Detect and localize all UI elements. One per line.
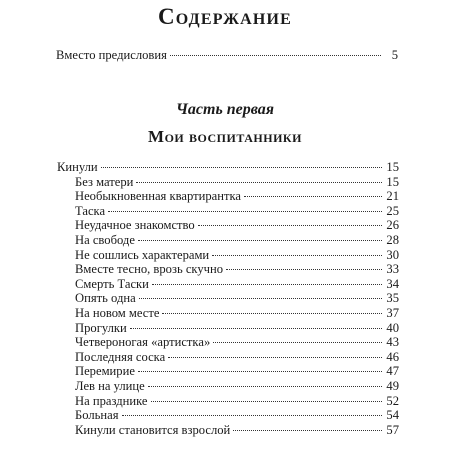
- toc-entry[interactable]: [57, 423, 399, 438]
- toc-entry-title: Опять одна: [75, 291, 136, 306]
- toc-entry[interactable]: [57, 394, 399, 409]
- toc-entry-title: Кинули становится взрослой: [75, 422, 231, 437]
- dot-leader: [101, 167, 382, 168]
- toc-entry-title: Смерть Таски: [75, 276, 149, 291]
- dot-leader: [168, 357, 382, 358]
- dot-leader: [138, 371, 382, 372]
- toc-entry[interactable]: [57, 321, 399, 336]
- toc-entry-title: Вместо предисловия: [56, 48, 167, 62]
- toc-page-number: 46: [386, 349, 399, 364]
- toc-entry-preface[interactable]: [56, 48, 398, 63]
- toc-entry[interactable]: [57, 379, 399, 394]
- dot-leader: [151, 401, 383, 402]
- toc-page-number: 47: [386, 364, 399, 379]
- toc-page-number: 52: [386, 393, 399, 408]
- dot-leader: [226, 269, 382, 270]
- dot-leader: [148, 386, 382, 387]
- toc-page-number: 15: [386, 160, 399, 174]
- toc-entry-title: На новом месте: [75, 305, 160, 320]
- dot-leader: [138, 240, 382, 241]
- toc-entry[interactable]: [57, 204, 399, 219]
- dot-leader: [122, 415, 382, 416]
- toc-page-number: 40: [386, 320, 399, 335]
- part-label: Часть первая: [175, 101, 275, 118]
- dot-leader: [108, 211, 382, 212]
- dot-leader: [213, 342, 382, 343]
- toc-entry-title: Последняя соска: [75, 349, 166, 364]
- toc-entry-title: Не сошлись характерами: [75, 247, 210, 262]
- part-title: Мои воспитанники: [148, 127, 302, 146]
- dot-leader: [198, 225, 382, 226]
- toc-entry[interactable]: [57, 335, 399, 350]
- toc-page-number: 33: [386, 262, 399, 277]
- toc-entry[interactable]: [57, 248, 399, 263]
- toc-entry-title: Прогулки: [75, 320, 127, 335]
- dot-leader: [162, 313, 382, 314]
- dot-leader: [233, 430, 382, 431]
- toc-page-number: 57: [386, 422, 399, 437]
- toc-entry[interactable]: [57, 306, 399, 321]
- toc-list: [57, 160, 399, 437]
- toc-entry-title: Без матери: [75, 174, 134, 189]
- dot-leader: [152, 284, 382, 285]
- toc-entry-title: Необыкновенная квартирантка: [75, 189, 241, 204]
- toc-entry-title: Лев на улице: [75, 378, 145, 393]
- toc-page-number: 37: [386, 305, 399, 320]
- toc-entry-title: Неудачное знакомство: [75, 218, 195, 233]
- toc-page-number: 21: [386, 189, 399, 204]
- toc-entry[interactable]: [57, 277, 399, 292]
- dot-leader: [244, 196, 382, 197]
- dot-leader: [170, 55, 381, 56]
- toc-page-number: 26: [386, 218, 399, 233]
- toc-page-number: 35: [386, 291, 399, 306]
- toc-entry[interactable]: [57, 233, 399, 248]
- toc-entry-title: На свободе: [75, 232, 135, 247]
- dot-leader: [136, 182, 382, 183]
- toc-page-number: 28: [386, 232, 399, 247]
- toc-entry-title: Четвероногая «артистка»: [75, 335, 211, 350]
- dot-leader: [212, 255, 382, 256]
- toc-entry[interactable]: [57, 408, 399, 423]
- toc-entry-title: Кинули: [57, 160, 98, 174]
- toc-entry[interactable]: [57, 262, 399, 277]
- toc-entry-title: Больная: [75, 408, 119, 423]
- toc-page-number: 25: [386, 203, 399, 218]
- toc-entry-title: Перемирие: [75, 364, 135, 379]
- dot-leader: [139, 298, 382, 299]
- toc-entry[interactable]: [57, 218, 399, 233]
- toc-entry[interactable]: [57, 160, 399, 175]
- toc-entry-title: Таска: [75, 203, 106, 218]
- toc-entry[interactable]: [57, 350, 399, 365]
- toc-page-number: 43: [386, 335, 399, 350]
- toc-page-number: 49: [386, 378, 399, 393]
- toc-page-number: 15: [386, 174, 399, 189]
- toc-entry[interactable]: [57, 364, 399, 379]
- page-title: Содержание: [157, 4, 293, 29]
- dot-leader: [130, 328, 382, 329]
- toc-page-number: 54: [386, 408, 399, 423]
- toc-page-number: 34: [386, 276, 399, 291]
- toc-entry-title: Вместе тесно, врозь скучно: [75, 262, 224, 277]
- toc-entry[interactable]: [57, 189, 399, 204]
- toc-entry-title: На празднике: [75, 393, 148, 408]
- toc-entry[interactable]: [57, 291, 399, 306]
- toc-page-number: 5: [391, 48, 398, 62]
- toc-entry[interactable]: [57, 175, 399, 190]
- toc-page-number: 30: [386, 247, 399, 262]
